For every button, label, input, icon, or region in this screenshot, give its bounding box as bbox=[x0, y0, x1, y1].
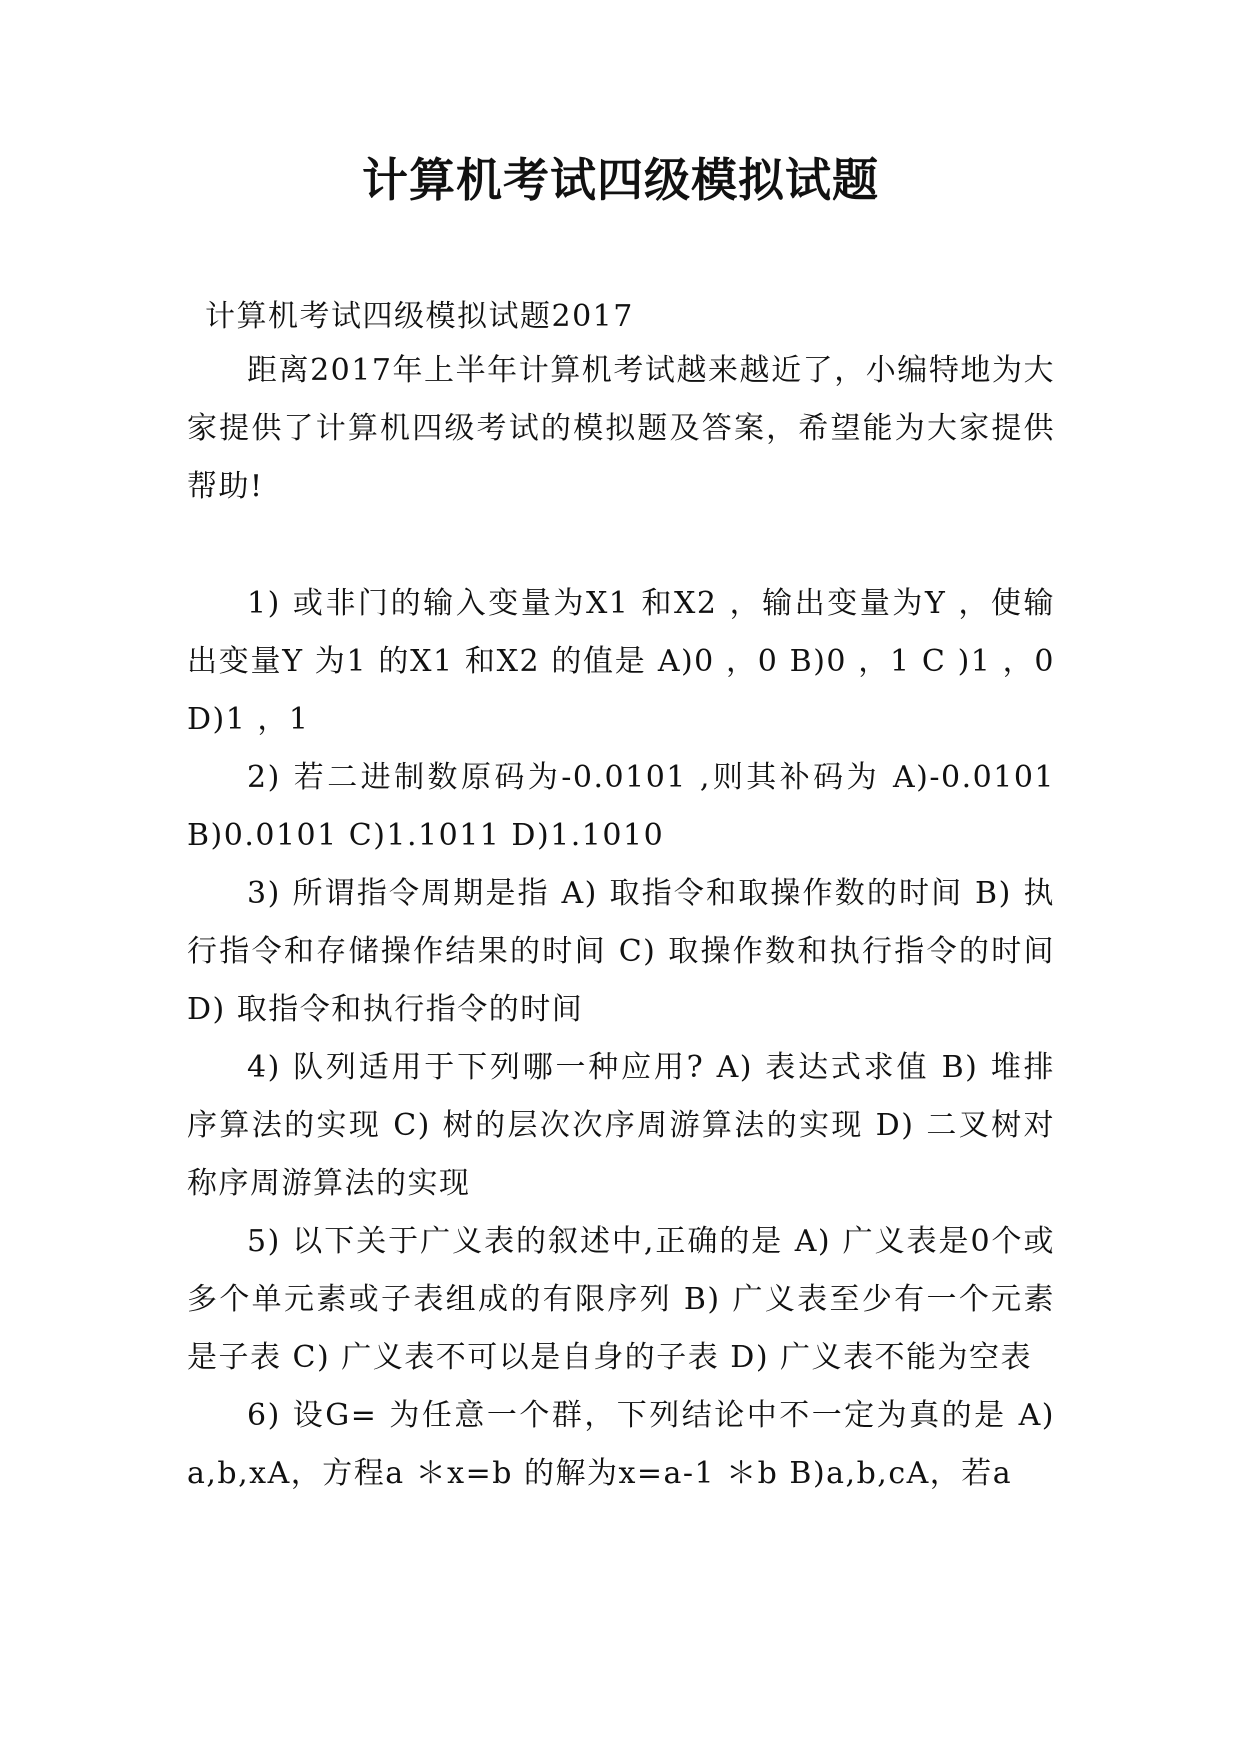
question-4: 4) 队列适用于下列哪一种应用? A) 表达式求值 B) 堆排序算法的实现 C) 树的层次次序周游算法的实现 D) 二叉树对称序周游算法的实现 bbox=[187, 1050, 1055, 1201]
question-5: 5) 以下关于广义表的叙述中,正确的是 A) 广义表是0个或多个单元素或子表组成的有限序列 B) 广义表至少有一个元素是子表 C) 广义表不可以是自身的子表 D) 广义表不能为空表 bbox=[187, 1224, 1055, 1375]
question-6: 6) 设G= 为任意一个群，下列结论中不一定为真的是 A)a,b,xA，方程a ＊x=b 的解为x=a-1 ＊b B)a,b,cA，若a bbox=[187, 1398, 1055, 1491]
document-title: 计算机考试四级模拟试题 bbox=[362, 153, 879, 207]
document-subtitle: 计算机考试四级模拟试题2017 bbox=[205, 299, 634, 334]
question-2: 2) 若二进制数原码为-0.0101 ,则其补码为 A)-0.0101 B)0.0101 C)1.1011 D)1.1010 bbox=[187, 760, 1055, 853]
question-list bbox=[187, 575, 1055, 1503]
question-1: 1) 或非门的输入变量为X1 和X2 ，输出变量为Y ，使输出变量Y 为1 的X1 和X2 的值是 A)0 ，0 B)0 ，1 C )1 ，0 D)1 ，1 bbox=[187, 586, 1055, 737]
intro-paragraph: 距离2017年上半年计算机考试越来越近了，小编特地为大家提供了计算机四级考试的模拟题及答案，希望能为大家提供帮助! bbox=[187, 353, 1055, 504]
question-3: 3) 所谓指令周期是指 A) 取指令和取操作数的时间 B) 执行指令和存储操作结果的时间 C) 取操作数和执行指令的时间 D) 取指令和执行指令的时间 bbox=[187, 876, 1055, 1027]
